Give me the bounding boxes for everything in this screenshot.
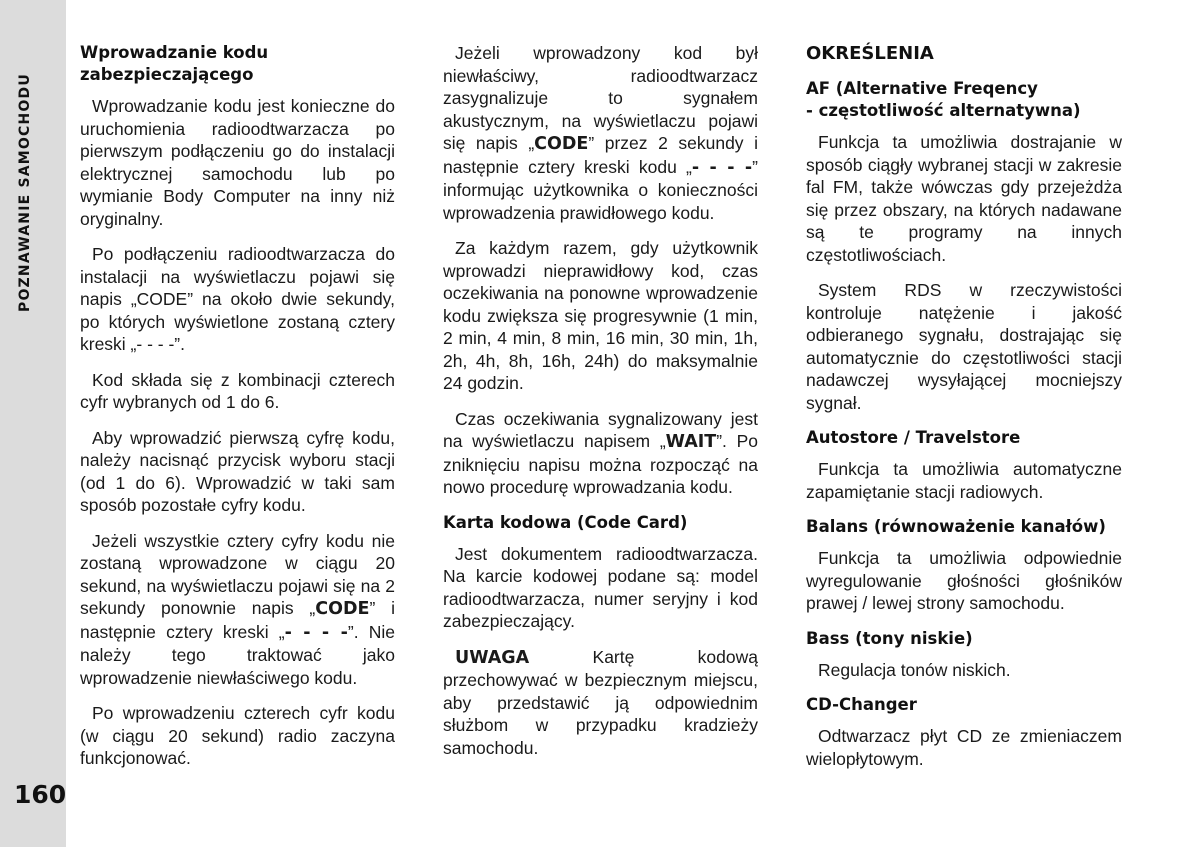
code-keyword: CODE [534, 134, 589, 154]
text: Czas oczekiwania sygnalizowany jest na wyświetlaczu napisem „ [443, 408, 758, 451]
text: ” i następnie cztery kreski „ [80, 598, 395, 642]
section-title: OKREŚLENIA [806, 43, 934, 64]
paragraph [80, 530, 395, 690]
heading-af [806, 78, 1122, 122]
text: Kartę kodową przechowywać w bezpiecznym miejscu, aby przedstawić ją odpowiednim służbom w przypadku kradzieży samochodu. [443, 646, 758, 758]
paragraph [443, 42, 758, 224]
section-label: POZNAWANIE SAMOCHODU [17, 73, 33, 312]
heading-cd-changer: CD-Changer [806, 695, 917, 714]
text: Jeżeli wszystkie cztery cyfry kodu nie zostaną wprowadzone w ciągu 20 sekund, na wyświetlaczu pojawi się na 2 sekundy ponownie napis „ [80, 530, 395, 618]
wait-keyword: WAIT [665, 432, 717, 452]
paragraph: System RDS w rzeczywistości kontroluje natężenie i jakość odbieranego sygnału, dostrajając się automatycznie do częstotliwości stacji nadawczej wysyłającej mocniejszy sygnał. [806, 280, 1122, 413]
dashes: - - - - [284, 622, 348, 643]
heading-line-2: - częstotliwość alternatywna) [806, 101, 1081, 120]
paragraph: Funkcja ta umożliwia automatyczne zapamiętanie stacji radiowych. [806, 459, 1122, 502]
paragraph: Wprowadzanie kodu jest konieczne do uruchomienia radioodtwarzacza po pierwszym podłączeniu go do instalacji elektrycznej samochodu lub po wymianie Body Computer na inny niż oryginalny. [80, 96, 395, 229]
heading-line-1: AF (Alternative Freqency [806, 79, 1038, 98]
warning-label: UWAGA [455, 647, 530, 668]
column-right [806, 42, 1122, 783]
paragraph: Jest dokumentem radioodtwarzacza. Na karcie kodowej podane są: model radioodtwarzacza, numer seryjny i kod zabezpieczający. [443, 543, 758, 631]
paragraph: Aby wprowadzić pierwszą cyfrę kodu, należy nacisnąć przycisk wyboru stacji (od 1 do 6). Wprowadzić w taki sam sposób pozostałe cyfry kodu. [80, 427, 395, 515]
paragraph-warning [443, 646, 758, 760]
heading-bass: Bass (tony niskie) [806, 628, 973, 648]
code-keyword: CODE [315, 599, 370, 619]
heading-line-2: zabezpieczającego [80, 65, 254, 84]
text: ” informując użytkownika o konieczności wprowadzenia prawidłowego kodu. [443, 156, 758, 223]
text: Jeżeli wprowadzony kod był niewłaściwy, radioodtwarzacz zasygnalizuje to sygnałem akustycznym, na wyświetlaczu pojawi się napis „ [443, 43, 758, 153]
heading-line-1: Wprowadzanie kodu [80, 43, 269, 62]
page-number: 160 [14, 780, 67, 809]
text: ” przez 2 sekundy i następnie cztery kreski kodu „ [443, 133, 759, 177]
column-left [80, 42, 395, 783]
heading-balans: Balans (równoważenie kanałów) [806, 517, 1106, 536]
heading-autostore: Autostore / Travelstore [806, 428, 1021, 447]
paragraph: Funkcja ta umożliwia dostrajanie w sposób ciągły wybranej stacji w zakresie fal FM, także wówczas gdy przejeżdża się przez obszary, na których nadawane są te programy na innych częstotliwościach. [806, 132, 1122, 265]
paragraph [443, 408, 758, 499]
column-middle [443, 42, 758, 772]
paragraph: Odtwarzacz płyt CD ze zmieniaczem wielopłytowym. [806, 726, 1122, 769]
side-margin-bar [0, 0, 66, 847]
dashes: - - - - [691, 157, 753, 178]
heading-code-entry [80, 42, 395, 86]
paragraph: Za każdym razem, gdy użytkownik wprowadzi nieprawidłowy kod, czas oczekiwania na ponowne wprowadzenie kodu zwiększa się progresywnie (1 min, 2 min, 4 min, 8 min, 16 min, 30 min, 1h, 2h, 4h, 8h, 16h, 24h) do maksymalnie 24 godzin. [443, 238, 758, 393]
paragraph: Regulacja tonów niskich. [818, 659, 1011, 680]
text: ”. Nie należy tego traktować jako wprowadzenie niewłaściwego kodu. [80, 621, 395, 688]
text: ”. Po zniknięciu napisu można rozpocząć na nowo procedurę wprowadzania kodu. [443, 431, 758, 497]
heading-code-card: Karta kodowa (Code Card) [443, 512, 688, 532]
paragraph: Kod składa się z kombinacji czterech cyfr wybranych od 1 do 6. [80, 369, 395, 412]
paragraph: Po wprowadzeniu czterech cyfr kodu (w ciągu 20 sekund) radio zaczyna funkcjonować. [80, 703, 395, 768]
paragraph: Po podłączeniu radioodtwarzacza do instalacji na wyświetlaczu pojawi się napis „CODE” na około dwie sekundy, po których wyświetlone zostaną cztery kreski „- - - -”. [80, 244, 395, 354]
paragraph: Funkcja ta umożliwia odpowiednie wyregulowanie głośności głośników prawej / lewej strony samochodu. [806, 548, 1122, 613]
